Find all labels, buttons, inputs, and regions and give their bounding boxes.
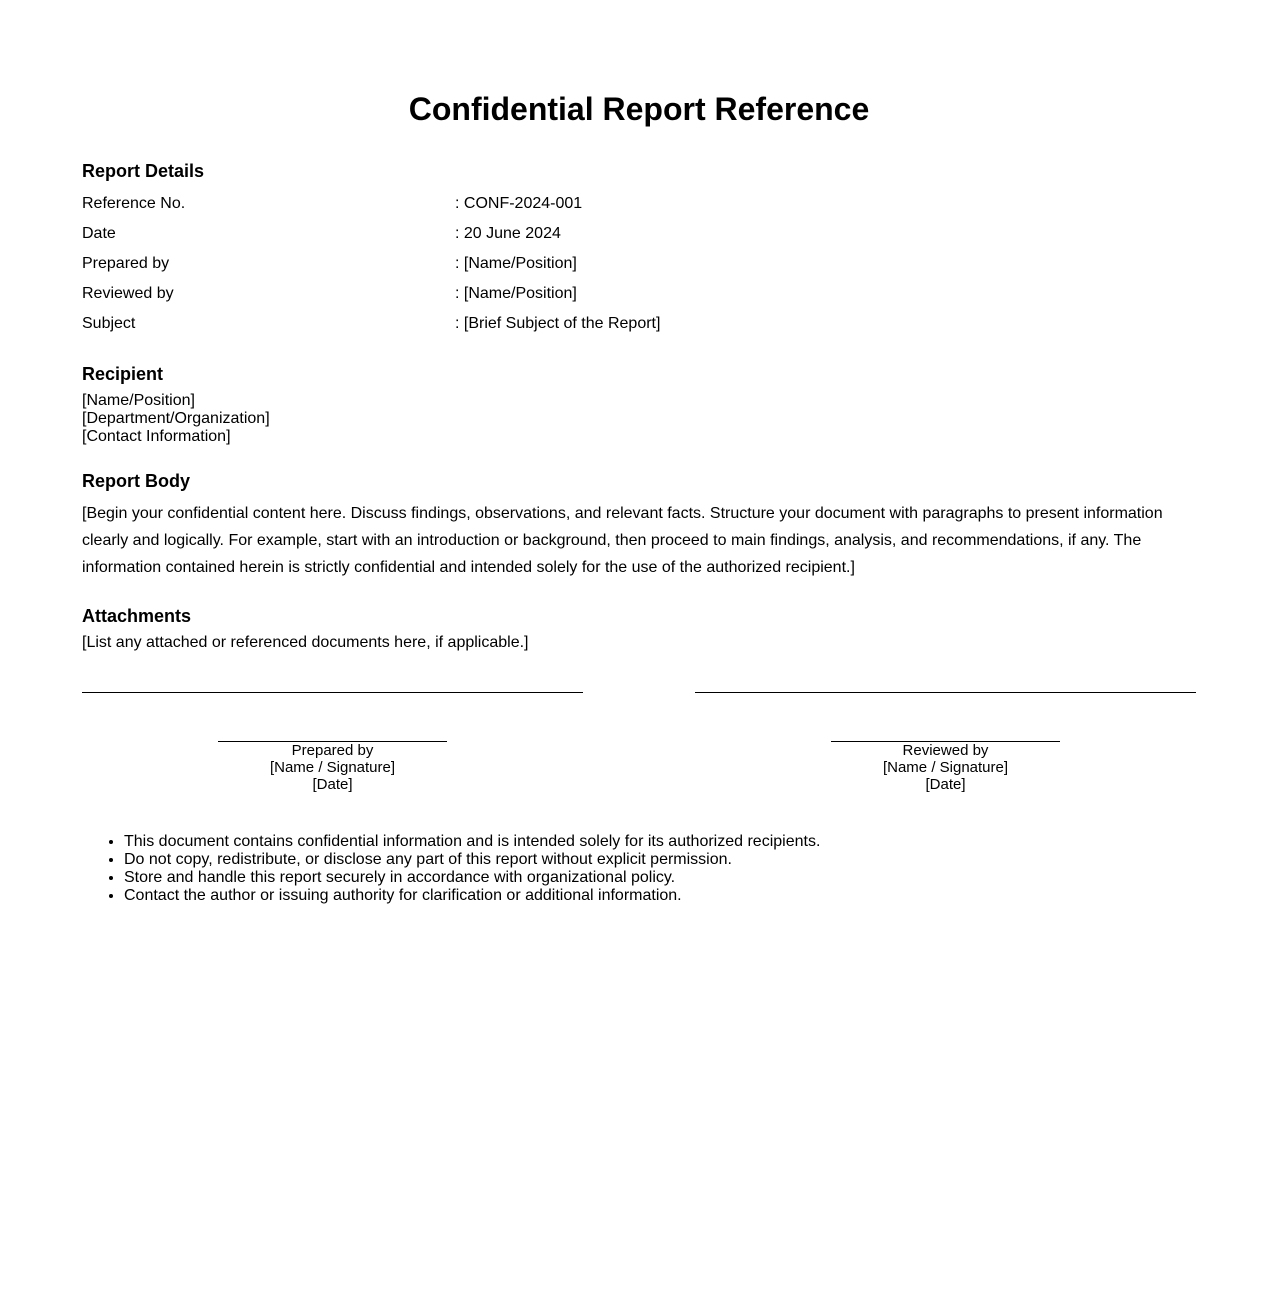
detail-label: Date <box>82 225 116 242</box>
detail-value: : 20 June 2024 <box>455 225 561 242</box>
detail-value: : [Name/Position] <box>455 255 577 272</box>
detail-value: : [Name/Position] <box>455 285 577 302</box>
report-body-heading: Report Body <box>82 471 190 491</box>
reviewed-by-role: Reviewed by <box>902 742 989 759</box>
detail-label: Reviewed by <box>82 285 174 302</box>
reviewed-by-name: [Name / Signature] <box>882 759 1009 776</box>
recipient-name: [Name/Position] <box>82 392 195 409</box>
report-details-table <box>82 189 1196 339</box>
detail-row-reference <box>82 189 1196 219</box>
detail-row-reviewed-by <box>82 279 1196 309</box>
detail-row-date <box>82 219 1196 249</box>
detail-label: Subject <box>82 315 136 332</box>
attachments-heading: Attachments <box>82 606 192 626</box>
confidentiality-notes <box>82 833 820 905</box>
prepared-by-signature-block <box>82 741 583 793</box>
signature-line-right <box>695 692 1196 693</box>
prepared-by-role: Prepared by <box>291 742 374 759</box>
note-item: • Do not copy, redistribute, or disclose any part of this report without explicit permission. <box>124 851 820 869</box>
note-item: • Contact the author or issuing authority for clarification or additional information. <box>124 887 820 905</box>
note-item: • Store and handle this report securely in accordance with organizational policy. <box>124 869 820 887</box>
reviewed-by-signature-block <box>695 741 1196 793</box>
recipient-contact: [Contact Information] <box>82 428 231 445</box>
document-title: Confidential Report Reference <box>408 91 870 127</box>
attachments-text: [List any attached or referenced documents here, if applicable.] <box>82 634 529 651</box>
prepared-by-date: [Date] <box>312 776 353 793</box>
reviewed-by-date: [Date] <box>925 776 966 793</box>
report-body-text: [Begin your confidential content here. Discuss findings, observations, and relevant facts. Structure your document with paragraphs to present information clearly and logically. For example, start with an introduction or background, then proceed to main findings, analysis, and recommendations, if any. The information contained herein is strictly confidential and intended solely for the use of the authorized recipient.] <box>82 505 1163 576</box>
recipient-block <box>82 392 270 446</box>
detail-row-prepared-by <box>82 249 1196 279</box>
signature-line-left <box>82 692 583 693</box>
note-item: • This document contains confidential information and is intended solely for its authorized recipients. <box>124 833 820 851</box>
prepared-by-name: [Name / Signature] <box>269 759 396 776</box>
detail-row-subject <box>82 309 1196 339</box>
detail-value: : CONF-2024-001 <box>455 195 583 212</box>
detail-value: : [Brief Subject of the Report] <box>455 315 661 332</box>
recipient-heading: Recipient <box>82 364 164 384</box>
report-details-heading: Report Details <box>82 161 205 181</box>
detail-label: Reference No. <box>82 195 186 212</box>
detail-label: Prepared by <box>82 255 170 272</box>
recipient-organization: [Department/Organization] <box>82 410 270 427</box>
